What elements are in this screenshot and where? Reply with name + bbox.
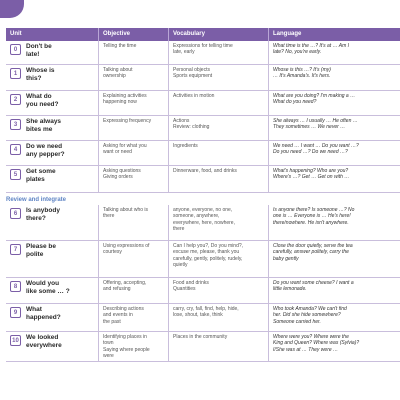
vocabulary-cell: Ingredients bbox=[169, 141, 269, 165]
table-row bbox=[6, 65, 400, 91]
header-objective: Objective bbox=[99, 28, 169, 41]
objective-cell: Identifying places in town Saying where people were bbox=[99, 332, 169, 361]
unit-cell bbox=[6, 205, 99, 240]
unit-title: We looked everywhere bbox=[26, 334, 62, 349]
vocabulary-cell: Actions Review: clothing bbox=[169, 116, 269, 140]
objective-cell: Asking questions Giving orders bbox=[99, 166, 169, 192]
language-cell: Do you want some cheese? I want a little lemonade. bbox=[273, 280, 354, 293]
table-row bbox=[6, 141, 400, 166]
language-cell: What's happening? Who are you? Where's …? Get … Get on with … bbox=[273, 168, 350, 181]
unit-number-badge: 6 bbox=[10, 208, 21, 219]
table-row bbox=[6, 205, 400, 241]
unit-title: Is anybody there? bbox=[26, 207, 60, 222]
unit-cell bbox=[6, 278, 99, 303]
table-row bbox=[6, 304, 400, 332]
objective-cell: Telling the time bbox=[99, 41, 169, 64]
objective-cell: Talking about who is there bbox=[99, 205, 169, 240]
vocabulary-cell: Expressions for telling time late, early bbox=[169, 41, 269, 64]
table-row bbox=[6, 278, 400, 304]
language-cell: She always … I usually … He often … They sometimes … We never … bbox=[273, 118, 358, 131]
language-cell: What time is the …? It's at … Am I late? No, you're early. bbox=[273, 43, 350, 56]
unit-number-badge: 2 bbox=[10, 94, 21, 105]
vocabulary-cell: Places in the community bbox=[169, 332, 269, 361]
unit-cell bbox=[6, 241, 99, 277]
language-cell: Where were you? Where were the King and Queen? Where was (Sylvia)? I/She was at … They were … bbox=[273, 334, 360, 353]
unit-cell bbox=[6, 41, 99, 64]
table-row bbox=[6, 116, 400, 141]
objective-cell: Describing actions and events in the past bbox=[99, 304, 169, 331]
unit-cell bbox=[6, 166, 99, 192]
unit-cell bbox=[6, 332, 99, 361]
language-cell: We need … I want … Do you want …? Do you need …? Do we need …? bbox=[273, 143, 359, 156]
vocabulary-cell: Personal objects Sports equipment bbox=[169, 65, 269, 90]
unit-number-badge: 10 bbox=[10, 335, 21, 346]
objective-cell: Talking about ownership bbox=[99, 65, 169, 90]
corner-tab bbox=[0, 0, 24, 18]
unit-title: What do you need? bbox=[26, 93, 59, 108]
table-header bbox=[6, 28, 400, 41]
unit-number-badge: 7 bbox=[10, 244, 21, 255]
vocabulary-cell: Dinnerware, food, and drinks bbox=[169, 166, 269, 192]
header-language: Language bbox=[273, 31, 302, 37]
table-row bbox=[6, 166, 400, 193]
unit-number-badge: 9 bbox=[10, 307, 21, 318]
unit-cell bbox=[6, 116, 99, 140]
language-cell: Whose is this …? It's (my) … It's Amanda's. It's hers. bbox=[273, 67, 331, 80]
unit-cell bbox=[6, 65, 99, 90]
unit-number-badge: 4 bbox=[10, 144, 21, 155]
objective-cell: Offering, accepting, and refusing bbox=[99, 278, 169, 303]
unit-title: Don't be late! bbox=[26, 43, 52, 58]
table-row bbox=[6, 91, 400, 116]
table-row bbox=[6, 41, 400, 65]
unit-title: Please be polite bbox=[26, 243, 56, 258]
unit-cell bbox=[6, 304, 99, 331]
vocabulary-cell: Activities in motion bbox=[169, 91, 269, 115]
vocabulary-cell: carry, cry, fall, find, help, hide, lose, shout, take, think bbox=[169, 304, 269, 331]
objective-cell: Using expressions of courtesy bbox=[99, 241, 169, 277]
unit-title: What happened? bbox=[26, 306, 61, 321]
unit-number-badge: 5 bbox=[10, 169, 21, 180]
unit-title: Get some plates bbox=[26, 168, 56, 183]
vocabulary-cell: Can I help you?, Do you mind?, excuse me, please, thank you carefully, gently, politely, rudely, quietly bbox=[169, 241, 269, 277]
unit-number-badge: 8 bbox=[10, 281, 21, 292]
unit-title: She always bites me bbox=[26, 118, 62, 133]
unit-cell bbox=[6, 91, 99, 115]
table-body bbox=[6, 41, 400, 362]
header-unit: Unit bbox=[6, 28, 99, 41]
section-review-heading: Review and integrate bbox=[6, 197, 67, 203]
unit-number-badge: 0 bbox=[10, 44, 21, 55]
unit-title: Would you like some … ? bbox=[26, 280, 70, 295]
unit-cell bbox=[6, 141, 99, 165]
table-row bbox=[6, 332, 400, 362]
unit-number-badge: 3 bbox=[10, 119, 21, 130]
language-cell: Close the door quietly, serve the tea carefully, answer politely, carry the baby gently bbox=[273, 243, 353, 262]
objective-cell: Explaining activities happening now bbox=[99, 91, 169, 115]
objective-cell: Asking for what you want or need bbox=[99, 141, 169, 165]
vocabulary-cell: anyone, everyone, no one, someone, anywhere, everywhere, here, nowhere, there bbox=[169, 205, 269, 240]
unit-number-badge: 1 bbox=[10, 68, 21, 79]
table-row bbox=[6, 241, 400, 278]
vocabulary-cell: Food and drinks Quantities bbox=[169, 278, 269, 303]
contents-table bbox=[6, 28, 400, 362]
header-vocabulary: Vocabulary bbox=[169, 28, 269, 41]
unit-title: Do we need any pepper? bbox=[26, 143, 65, 158]
language-cell: What are you doing? I'm making a … What do you need? bbox=[273, 93, 356, 106]
language-cell: Is anyone there? Is someone …? No one is … Everyone is … He's here! there/nowhere. He isn't anywhere. bbox=[273, 207, 355, 226]
language-cell: Who took Amanda? We can't find her. Did she hide somewhere? Someone carried her. bbox=[273, 306, 347, 325]
unit-title: Whose is this? bbox=[26, 67, 55, 82]
objective-cell: Expressing frequency bbox=[99, 116, 169, 140]
